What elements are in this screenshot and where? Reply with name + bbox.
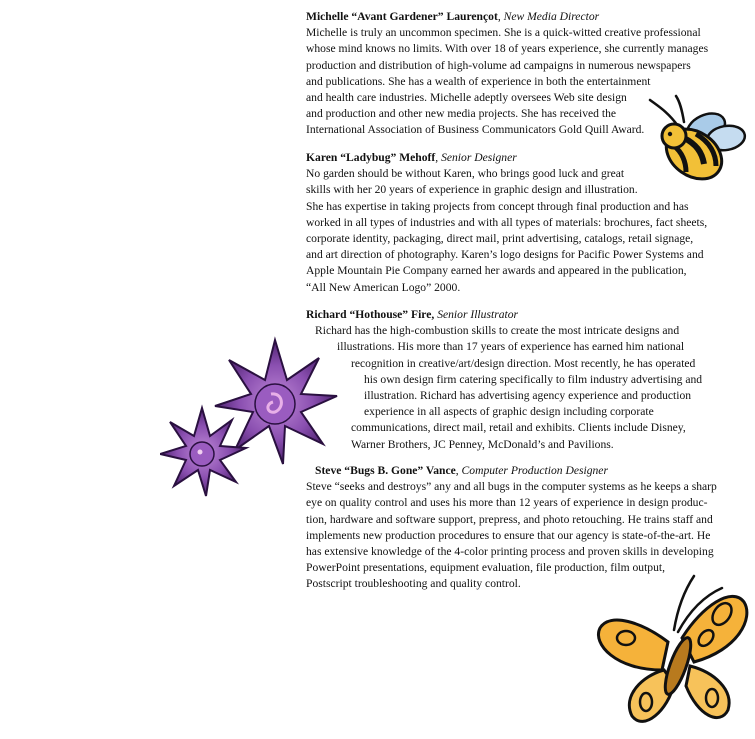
bio-richard (306, 307, 702, 453)
bio-line: eye on quality control and uses his more than 12 years of experience in design produc- (306, 496, 708, 510)
bio-line: and production and other new media projects. She has received the (306, 107, 617, 121)
bio-line: Michelle is truly an uncommon specimen. She is a quick-witted creative professional (306, 26, 701, 40)
bio-line: illustrations. His more than 17 years of experience has earned him national (337, 340, 685, 354)
bio-line: Warner Brothers, JC Penney, McDonald’s and Pavilions. (351, 437, 614, 451)
bio-title: Senior Illustrator (437, 308, 519, 321)
bio-name: Richard “Hothouse” Fire, (306, 308, 435, 321)
bio-line: She has expertise in taking projects from concept through final production and has (306, 199, 689, 213)
bio-line: tion, hardware and software support, prepress, and photo retouching. He trains staff and (306, 512, 713, 526)
bio-line: International Association of Business Communicators Gold Quill Award. (306, 123, 645, 137)
bio-line: Postscript troubleshooting and quality control. (306, 577, 521, 591)
bio-line: Steve “seeks and destroys” any and all bugs in the computer systems as he keeps a sharp (306, 480, 717, 494)
bio-line: illustration. Richard has advertising agency experience and production (364, 389, 692, 403)
bio-line: production and distribution of high-volume ad campaigns in numerous newspapers (306, 58, 691, 72)
bio-line: PowerPoint presentations, equipment evaluation, file production, film output, (306, 561, 666, 575)
bio-heading (306, 9, 708, 25)
bio-name: Steve “Bugs B. Gone” Vance (315, 464, 456, 477)
bio-line: No garden should be without Karen, who brings good luck and great (306, 167, 625, 181)
bio-line: his own design firm catering specifically to film industry advertising and (364, 372, 703, 386)
bio-separator: , (497, 10, 504, 23)
bio-line: Apple Mountain Pie Company earned her awards and appeared in the publication, (306, 264, 687, 278)
bio-line: experience in all aspects of graphic design including corporate (364, 405, 654, 419)
flowers-icon (160, 332, 350, 507)
bee-icon (640, 92, 748, 192)
bio-heading (306, 463, 717, 479)
bio-name: Karen “Ladybug” Mehoff (306, 151, 436, 164)
butterfly-icon (582, 566, 752, 736)
bio-line: and publications. She has a wealth of experience in both the entertainment (306, 74, 651, 88)
bio-title: Senior Designer (441, 151, 517, 164)
bio-name: Michelle “Avant Gardener” Laurençot (306, 10, 498, 23)
bio-separator: , (455, 464, 462, 477)
bio-line: worked in all types of industries and with all types of materials: brochures, fact sheets, (306, 215, 708, 229)
bio-line: corporate identity, packaging, direct mail, print advertising, catalogs, retail signage, (306, 232, 694, 246)
bio-title: New Media Director (503, 10, 600, 23)
bio-line: and art direction of photography. Karen’s logo designs for Pacific Power Systems and (306, 248, 704, 262)
bio-line: recognition in creative/art/design direction. Most recently, he has operated (351, 356, 696, 370)
bio-line: “All New American Logo” 2000. (306, 280, 461, 294)
bio-line: implements new production procedures to ensure that our agency is state-of-the-art. He (306, 528, 711, 542)
bio-line: whose mind knows no limits. With over 18 of years experience, she currently manages (306, 42, 709, 56)
bio-line: Richard has the high-combustion skills to create the most intricate designs and (315, 324, 680, 338)
bio-line: communications, direct mail, retail and exhibits. Clients include Disney, (351, 421, 686, 435)
bio-separator: , (435, 151, 442, 164)
bio-line: has extensive knowledge of the 4-color printing process and proven skills in developing (306, 545, 714, 559)
bio-heading (306, 307, 702, 323)
bio-title: Computer Production Designer (461, 464, 608, 477)
bio-line: and health care industries. Michelle adeptly oversees Web site design (306, 91, 627, 105)
bio-line: skills with her 20 years of experience in graphic design and illustration. (306, 183, 638, 197)
